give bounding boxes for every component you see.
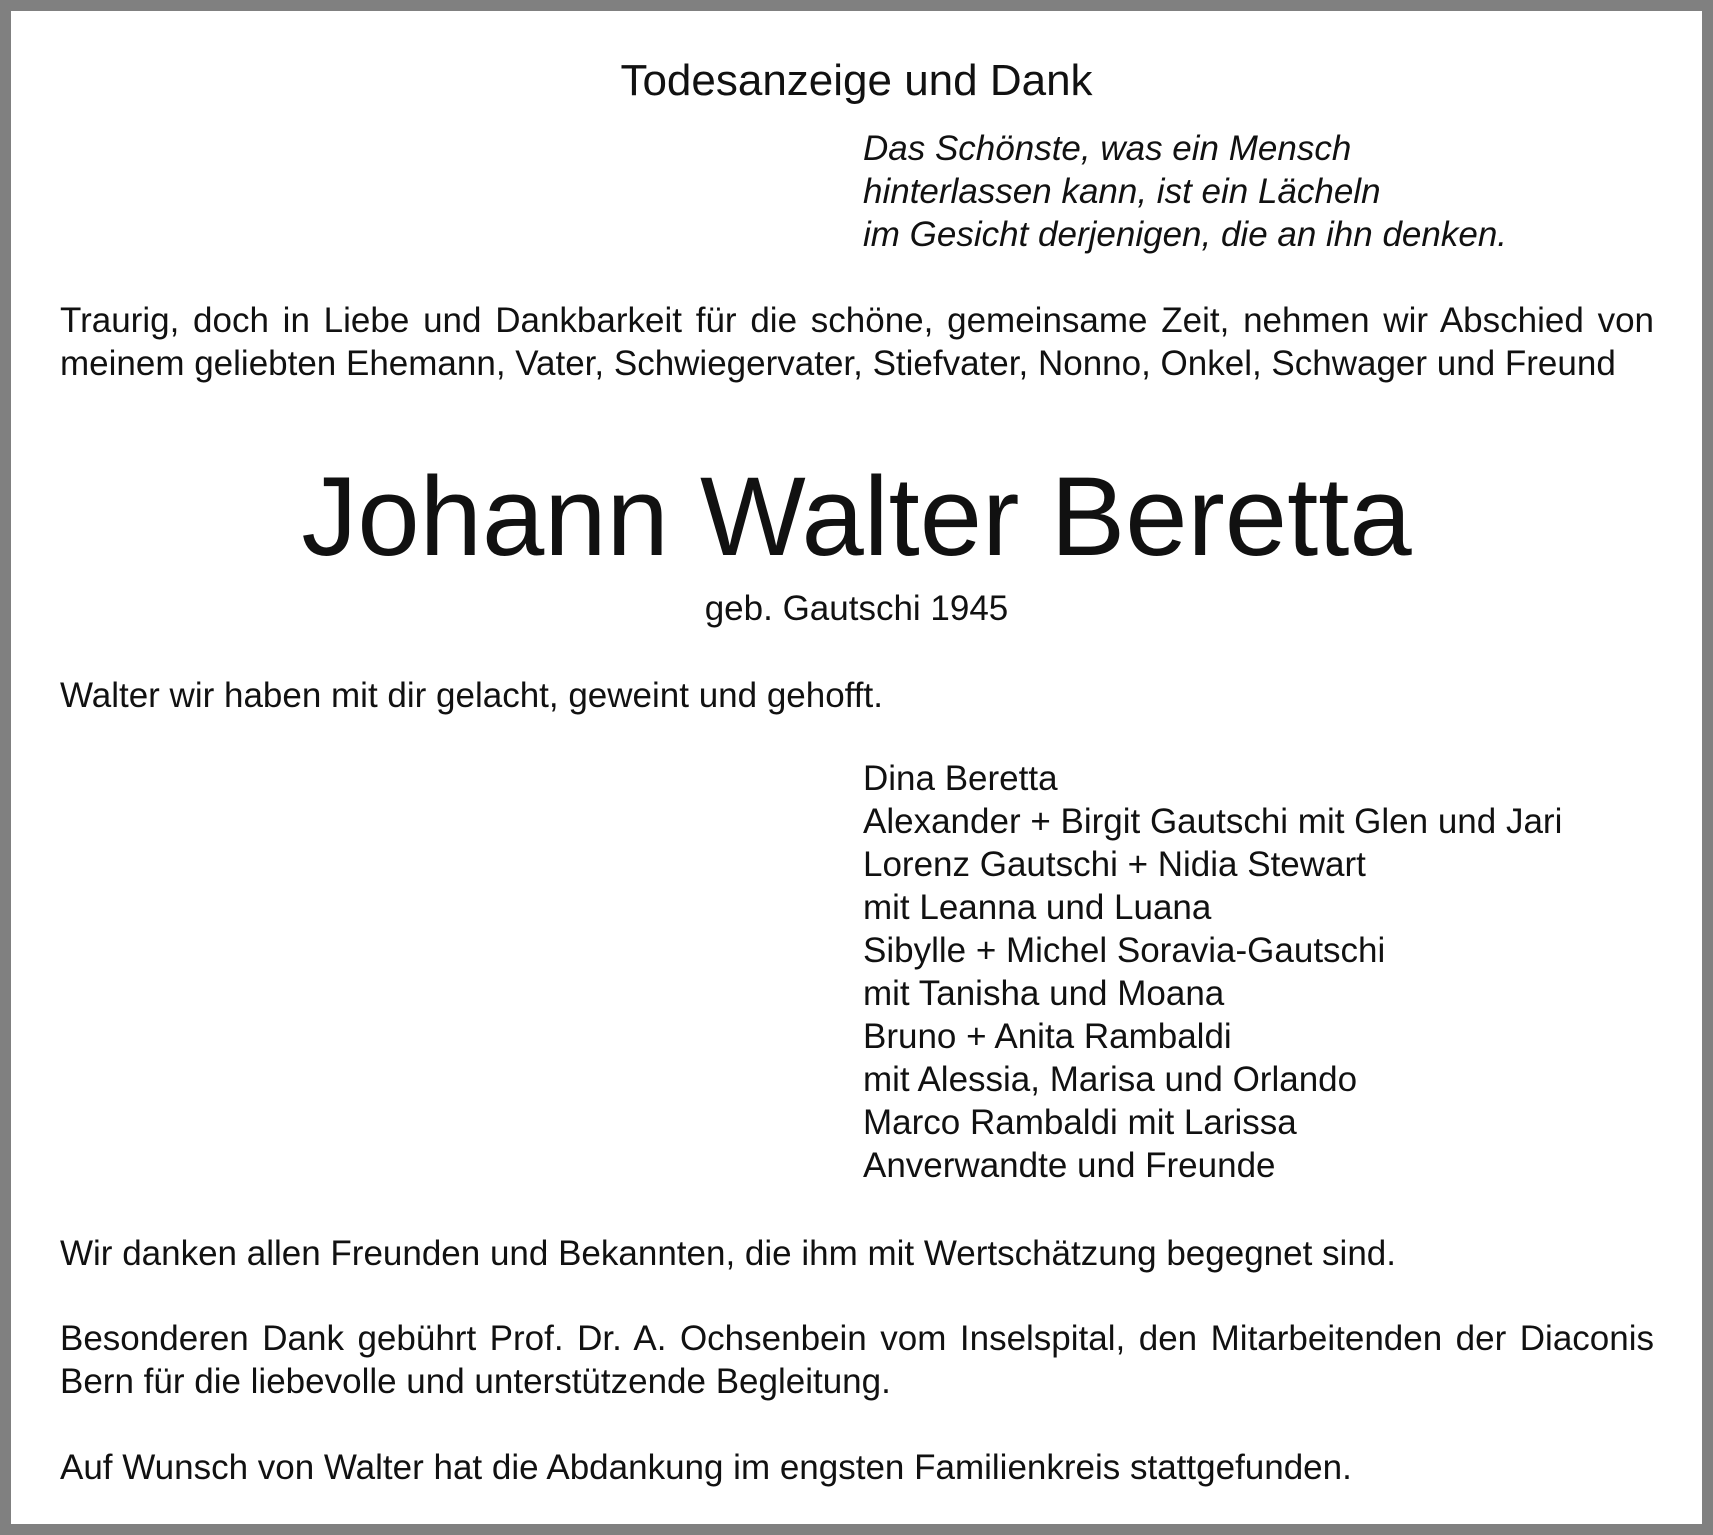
mourner-entry: Bruno + Anita Rambaldi <box>863 1017 1232 1056</box>
birth-info: geb. Gautschi 1945 <box>704 589 1009 628</box>
quote-line: hinterlassen kann, ist ein Lächeln <box>863 172 1381 211</box>
quote-line: im Gesicht derjenigen, die an ihn denken. <box>863 215 1508 254</box>
intro-paragraph: Traurig, doch in Liebe und Dankbarkeit für die schöne, gemeinsame Zeit, nehmen wir Abschied von meinem geliebten Ehemann, Vater, Schwiegervater, Stiefvater, Nonno, Onkel, Schwager und Freund <box>60 301 1654 383</box>
ceremony-paragraph: Auf Wunsch von Walter hat die Abdankung im engsten Familienkreis stattgefunden. <box>60 1448 1352 1487</box>
special-thanks-paragraph: Besonderen Dank gebührt Prof. Dr. A. Ochsenbein vom Inselspital, den Mitarbeitenden der Diaconis Bern für die liebevolle und unterstützende Begleitung. <box>60 1319 1654 1401</box>
obituary-notice <box>11 11 1702 1524</box>
mourner-entry: Alexander + Birgit Gautschi mit Glen und Jari <box>863 802 1563 841</box>
mourner-entry: mit Tanisha und Moana <box>863 974 1225 1013</box>
thanks-friends-paragraph: Wir danken allen Freunden und Bekannten, die ihm mit Wertschätzung begegnet sind. <box>60 1234 1396 1273</box>
mourner-entry: mit Alessia, Marisa und Orlando <box>863 1060 1358 1099</box>
mourner-entry: Sibylle + Michel Soravia-Gautschi <box>863 931 1386 970</box>
mourner-entry: Anverwandte und Freunde <box>863 1146 1276 1185</box>
mourner-entry: Lorenz Gautschi + Nidia Stewart <box>863 845 1366 884</box>
deceased-name: Johann Walter Beretta <box>301 454 1412 579</box>
memorial-quote <box>863 127 1663 256</box>
mourner-entry: mit Leanna und Luana <box>863 888 1212 927</box>
notice-heading: Todesanzeige und Dank <box>620 56 1093 105</box>
mourner-entry: Dina Beretta <box>863 759 1058 798</box>
quote-line: Das Schönste, was ein Mensch <box>863 129 1352 168</box>
personal-note: Walter wir haben mit dir gelacht, geweint und gehofft. <box>60 676 883 715</box>
mourners-list <box>863 757 1683 1187</box>
mourner-entry: Marco Rambaldi mit Larissa <box>863 1103 1297 1142</box>
